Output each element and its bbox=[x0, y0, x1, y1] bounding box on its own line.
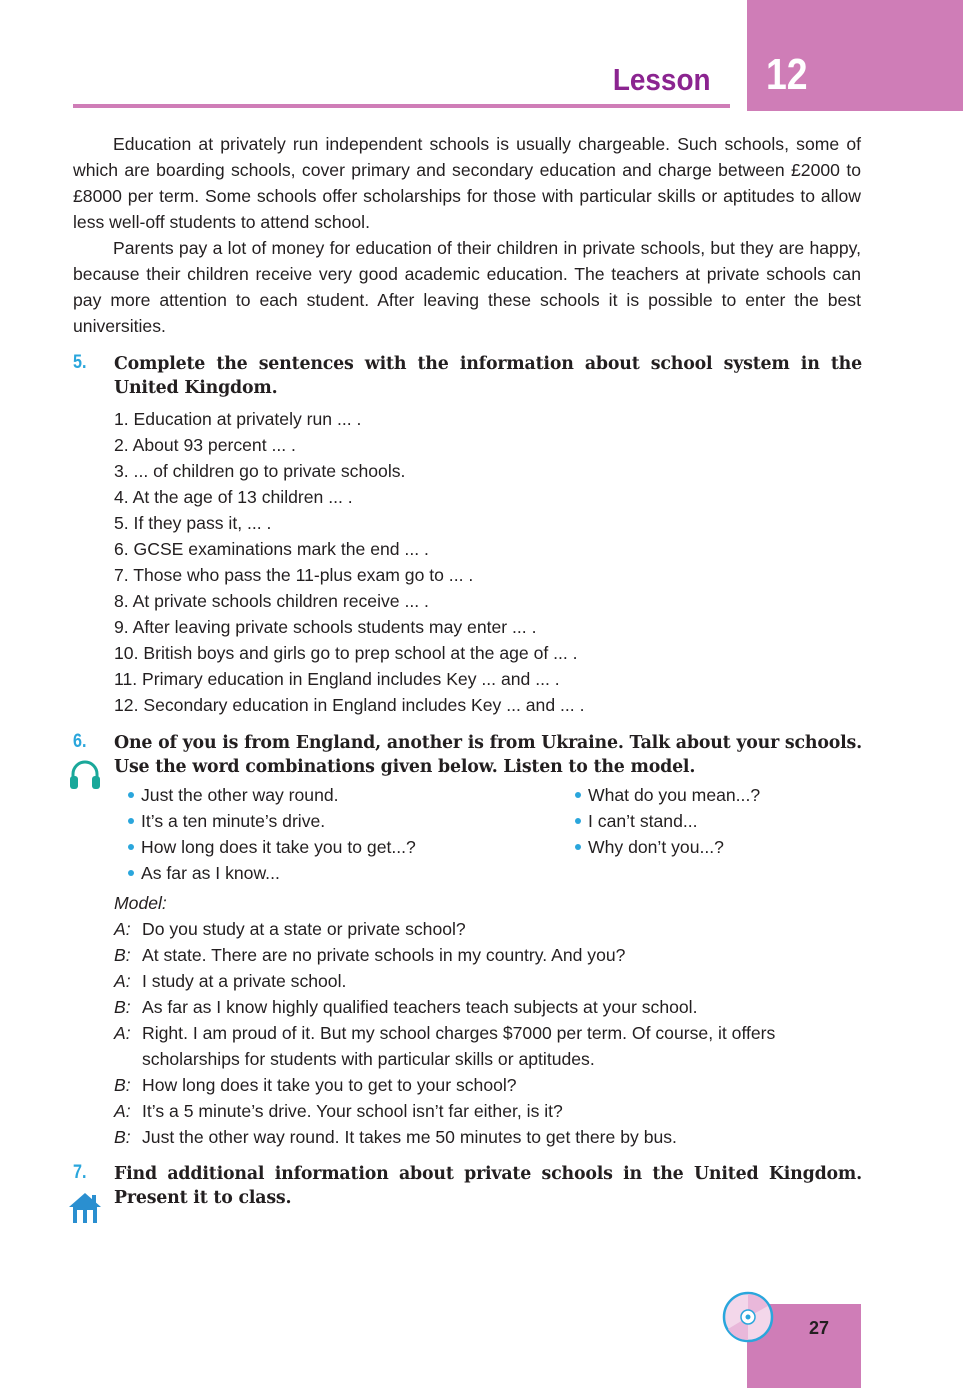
phrase-item: Why don’t you...? bbox=[574, 834, 760, 860]
phrase-item: Just the other way round. bbox=[127, 782, 416, 808]
list-item: 7. Those who pass the 11-plus exam go to ... . bbox=[114, 565, 474, 585]
list-item: 9. After leaving private schools students may enter ... . bbox=[114, 617, 537, 637]
dialog-line bbox=[114, 1124, 862, 1150]
list-item: 6. GCSE examinations mark the end ... . bbox=[114, 539, 429, 559]
intro-paragraph-2 bbox=[73, 235, 861, 339]
exercise-7-title: Find additional information about private schools in the United Kingdom. Present it to class. bbox=[114, 1164, 862, 1208]
dialog-speaker: B: bbox=[114, 945, 131, 965]
dialog-line bbox=[114, 1072, 862, 1098]
list-item: 12. Secondary education in England includes Key ... and ... . bbox=[114, 695, 585, 715]
list-item: 11. Primary education in England includes Key ... and ... . bbox=[114, 669, 560, 689]
dialog-speaker: B: bbox=[114, 997, 131, 1017]
dialog-speaker: B: bbox=[114, 1075, 131, 1095]
dialog-text: At state. There are no private schools in my country. And you? bbox=[142, 945, 626, 965]
lesson-title: Lesson bbox=[613, 62, 711, 97]
phrase-list-left bbox=[127, 782, 416, 886]
exercise-7-number: 7. bbox=[73, 1162, 87, 1183]
dialog-text: It’s a 5 minute’s drive. Your school isn’t far either, is it? bbox=[142, 1101, 563, 1121]
intro-paragraph-2-text: Parents pay a lot of money for education of their children in private schools, but they are happy, because their children receive very good academic education. The teachers at private schools can pay more attention to each student. After leaving these schools it is possible to enter the best universities. bbox=[73, 238, 861, 336]
phrase-item: How long does it take you to get...? bbox=[127, 834, 416, 860]
dialog-line bbox=[114, 968, 862, 994]
dialog-text: Right. I am proud of it. But my school charges $7000 per term. Of course, it offers scholarships for students with particular skills or aptitudes. bbox=[142, 1023, 776, 1069]
exercise-6-number: 6. bbox=[73, 731, 87, 752]
phrase-item: It’s a ten minute’s drive. bbox=[127, 808, 416, 834]
list-item: 3. ... of children go to private schools. bbox=[114, 461, 406, 481]
dialog-line bbox=[114, 994, 862, 1020]
list-item: 10. British boys and girls go to prep school at the age of ... . bbox=[114, 643, 578, 663]
dialog-speaker: B: bbox=[114, 1127, 131, 1147]
list-item: 1. Education at privately run ... . bbox=[114, 409, 362, 429]
dialog-text: I study at a private school. bbox=[142, 971, 347, 991]
list-item: 2. About 93 percent ... . bbox=[114, 435, 296, 455]
dialog-text: As far as I know highly qualified teachers teach subjects at your school. bbox=[142, 997, 698, 1017]
phrase-item: What do you mean...? bbox=[574, 782, 760, 808]
page-number: 27 bbox=[808, 1318, 830, 1338]
dialog-line bbox=[114, 1098, 862, 1124]
model-label: Model: bbox=[114, 893, 167, 913]
dialog-text: Just the other way round. It takes me 50 minutes to get there by bus. bbox=[142, 1127, 677, 1147]
list-item: 5. If they pass it, ... . bbox=[114, 513, 272, 533]
headphones-icon bbox=[68, 757, 102, 791]
dialog-speaker: A: bbox=[114, 919, 131, 939]
header-divider bbox=[73, 104, 730, 108]
intro-paragraph-1 bbox=[73, 131, 861, 235]
home-icon bbox=[68, 1192, 102, 1224]
exercise-5-number: 5. bbox=[73, 352, 87, 373]
list-item: 8. At private schools children receive ... . bbox=[114, 591, 429, 611]
phrase-list-right bbox=[574, 782, 760, 860]
intro-paragraph-1-text: Education at privately run independent schools is usually chargeable. Such schools, some of which are boarding schools, cover primary and secondary education and charge between £2000 to £8000 per term. Some schools offer scholarships for those with particular skills or aptitudes to allow less well-off students to attend school. bbox=[73, 134, 861, 232]
dialog-line bbox=[114, 942, 862, 968]
dialog-speaker: A: bbox=[114, 971, 131, 991]
dialog-text: Do you study at a state or private school? bbox=[142, 919, 466, 939]
phrase-item: As far as I know... bbox=[127, 860, 416, 886]
model-dialog bbox=[114, 916, 862, 1150]
dialog-speaker: A: bbox=[114, 1023, 131, 1043]
dialog-text: How long does it take you to get to your school? bbox=[142, 1075, 517, 1095]
exercise-6-title: One of you is from England, another is from Ukraine. Talk about your schools. Use the word combinations given below. Listen to the model. bbox=[114, 733, 862, 777]
exercise-5-list bbox=[114, 406, 584, 718]
dialog-line bbox=[114, 916, 862, 942]
list-item: 4. At the age of 13 children ... . bbox=[114, 487, 353, 507]
phrase-item: I can’t stand... bbox=[574, 808, 760, 834]
exercise-5-title: Complete the sentences with the information about school system in the United Kingdom. bbox=[114, 354, 862, 398]
lesson-number: 12 bbox=[766, 50, 808, 99]
dialog-line bbox=[114, 1020, 862, 1072]
dialog-speaker: A: bbox=[114, 1101, 131, 1121]
